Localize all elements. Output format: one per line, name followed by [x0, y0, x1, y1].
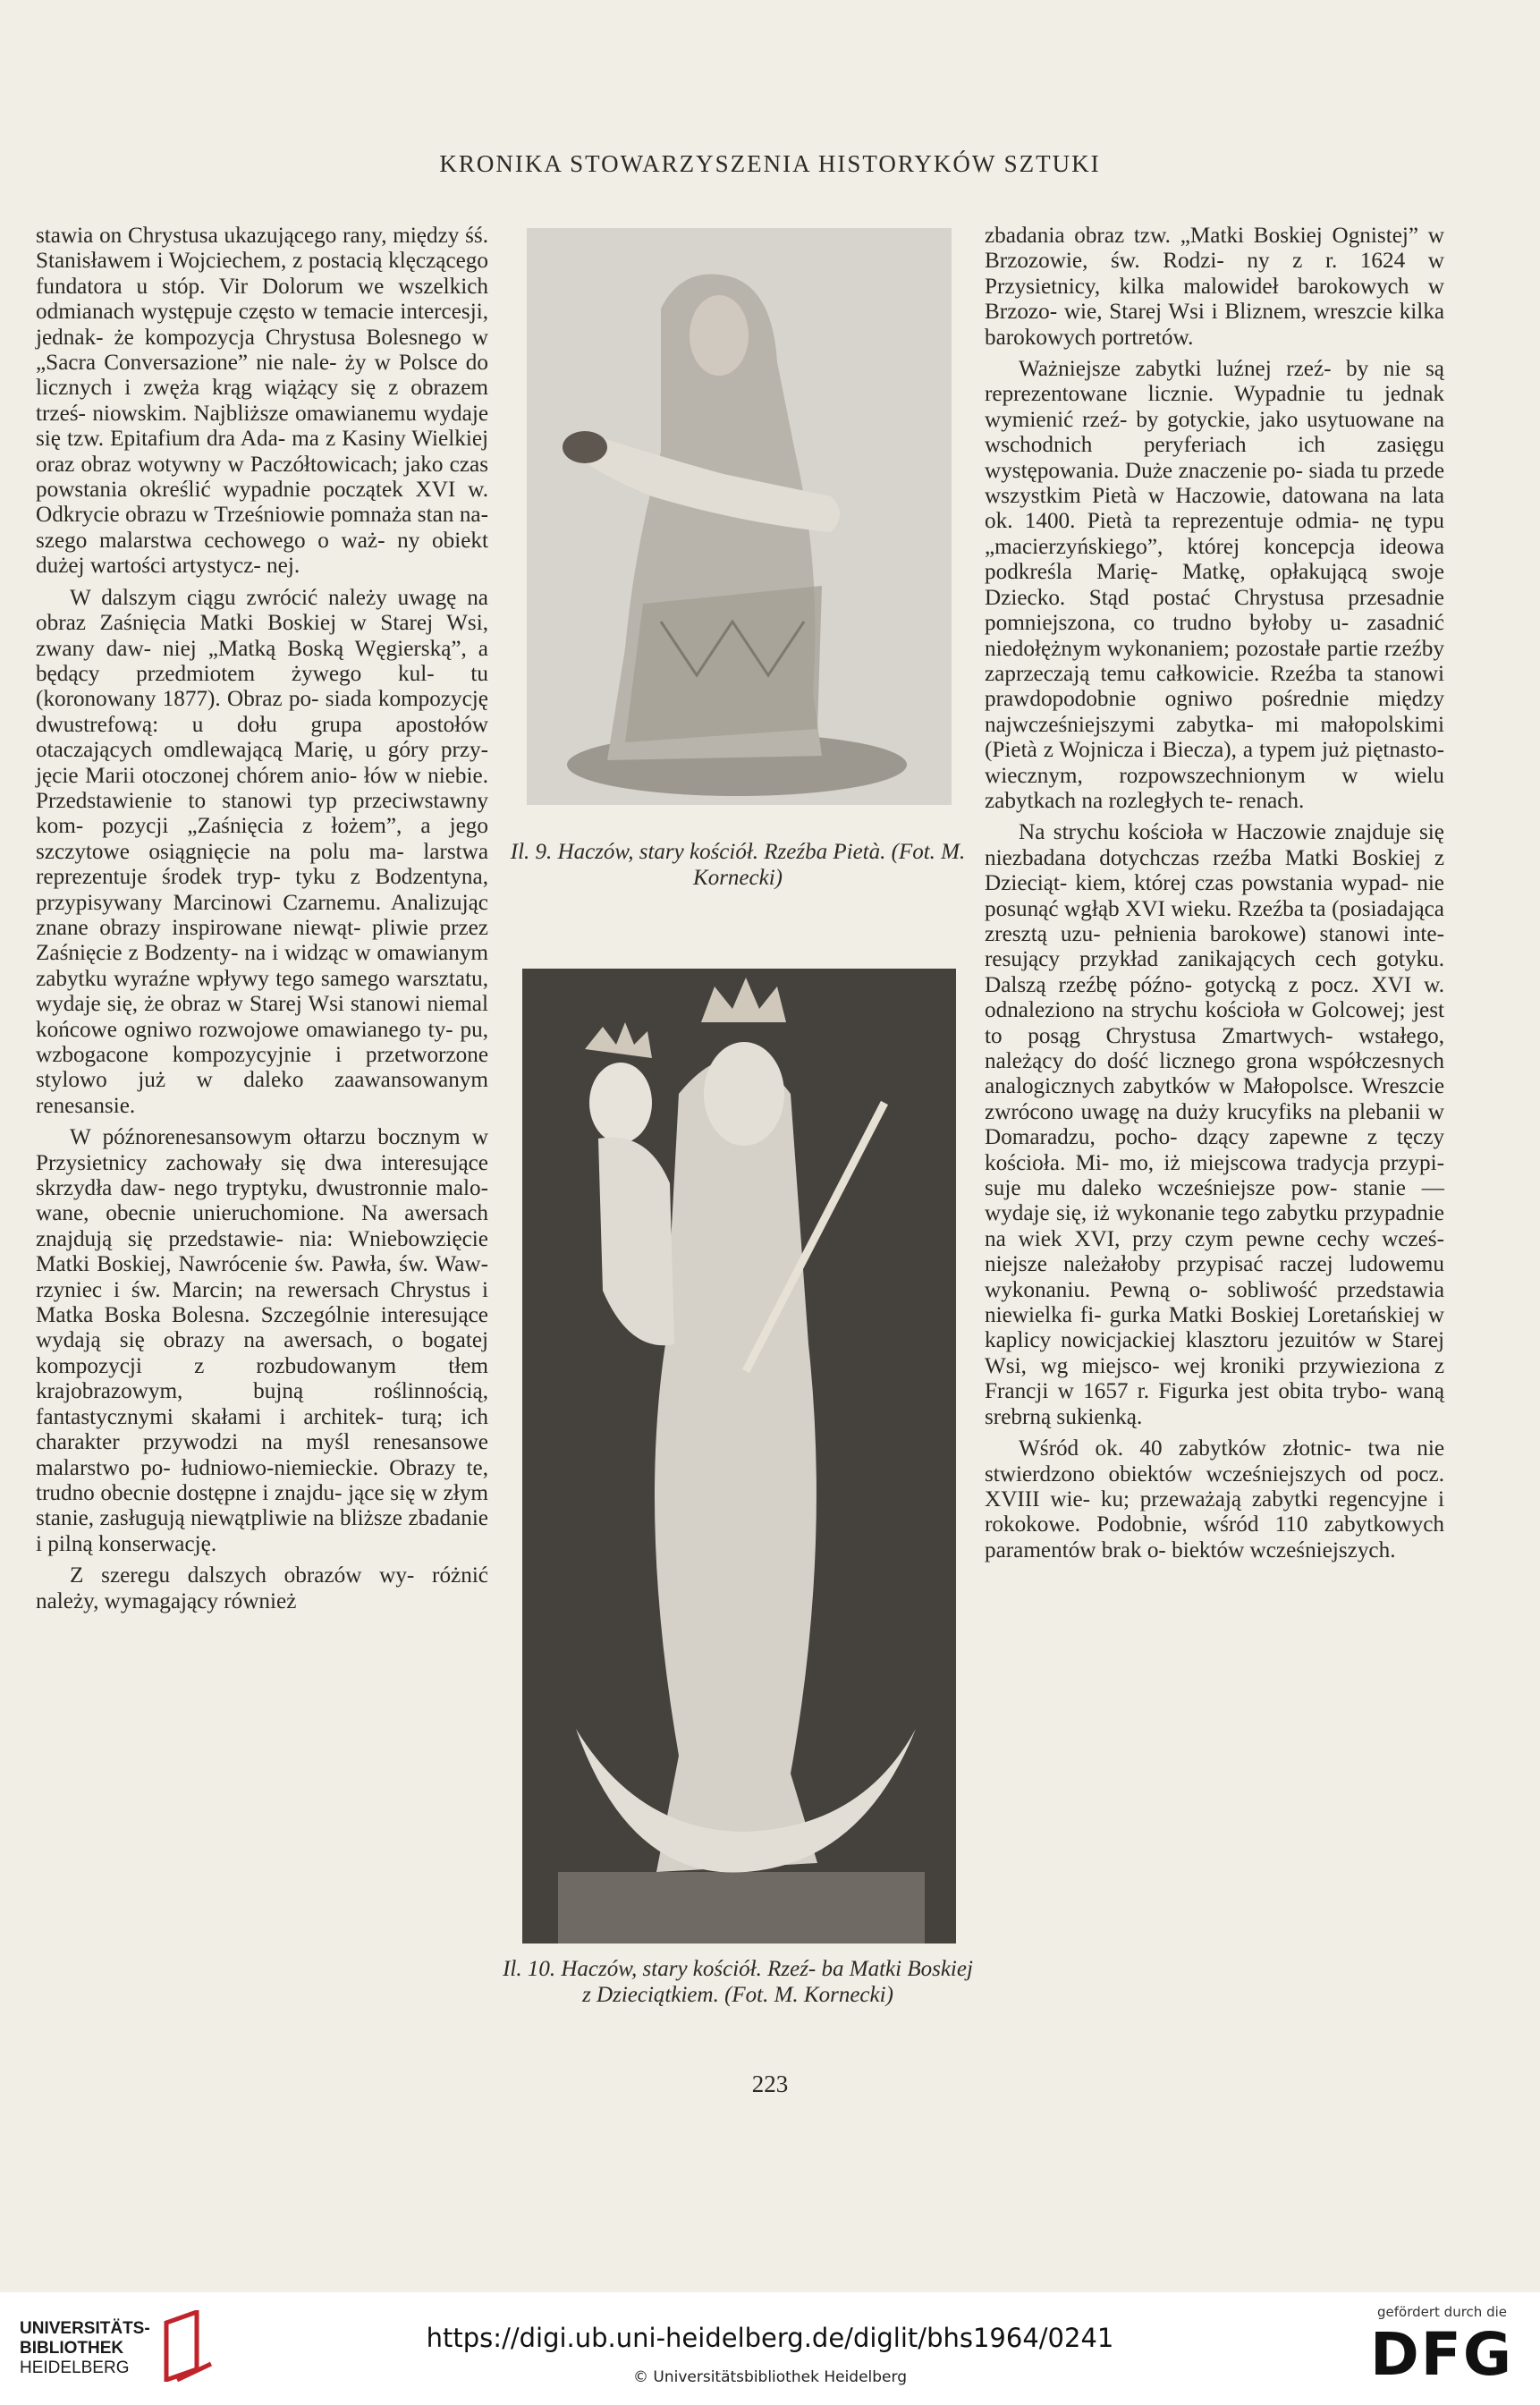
figure-9-caption: Il. 9. Haczów, stary kościół. Rzeźba Pietà. (Fot. M. Kornecki) — [510, 840, 966, 890]
paragraph: zbadania obraz tzw. „Matki Boskiej Ognistej” w Brzozowie, św. Rodzi- ny z r. 1624 w Przysietnicy, kilka malowideł barokowych w Brzozo- wie, Starej Wsi i Bliznem, wreszcie kilka barokowych portretów. — [985, 224, 1444, 350]
paragraph: stawia on Chrystusa ukazującego rany, między śś. Stanisławem i Wojciechem, z postacią klęczącego fundatora u stóp. Vir Dolorum we wszelkich odmianach występuje często w temacie intercesji, jednak- że kompozycja Chrystusa Bolesnego w „Sacra Conversazione” nie nale- ży w Polsce do licznych i zwęża krąg wiążący się z obrazem trześ- niowskim. Najbliższe omawianemu wydaje się tzw. Epitafium dra Ada- ma z Kasiny Wielkiej oraz obraz wotywny w Paczółtowicach; jako czas powstania określić wypadnie początek XVI w. Odkrycie obrazu w Trześniowie pomnaża stan na- szego malarstwa cechowego o waż- ny obiekt dużej wartości artystycz- nej. — [36, 224, 488, 579]
pieta-figure-illustration — [527, 228, 952, 805]
paragraph: Ważniejsze zabytki luźnej rzeź- by nie są reprezentowane licznie. Wypadnie tu jednak wymienić rzeź- by gotyckie, jako usytuowane na wschodnich peryferiach ich zasięgu występowania. Duże znaczenie po- siada tu przede wszystkim Pietà w Haczowie, datowana na lata ok. 1400. Pietà ta reprezentuje odmia- nę typu „macierzyńskiego”, której koncepcja ideowa podkreśla Marię- Matkę, opłakującą swoje Dziecko. Stąd postać Chrystusa przesadnie pomniejszona, co trudno byłoby u- zasadnić niedołężnym wykonaniem; pozostałe partie rzeźby zaprzeczają temu całkowicie. Rzeźba ta stanowi prawdopodobnie ogniwo pośrednie między najwcześniejszymi zabytka- mi małopolskimi (Pietà z Wojnicza i Biecza), a typem już piętnasto- wiecznym, rozpowszechnionym w wielu zabytkach na rozległych te- renach. — [985, 357, 1444, 813]
dfg-logo[interactable]: DFG — [1370, 2320, 1514, 2389]
dfg-funding-label: gefördert durch die — [1377, 2304, 1507, 2320]
logo-line: BIBLIOTHEK — [20, 2339, 124, 2358]
paragraph: Wśród ok. 40 zabytków złotnic- twa nie stwierdzono obiektów wcześniejszych od pocz. XVIII wie- ku; przeważają zabytki regencyjne i rokokowe. Podobnie, wśród 110 zabytkowych paramentów brak o- biektów wcześniejszych. — [985, 1436, 1444, 1562]
paragraph: W dalszym ciągu zwrócić należy uwagę na obraz Zaśnięcia Matki Boskiej w Starej Wsi, zwany daw- niej „Matką Boską Węgierską”, a będący przedmiotem żywego kul- tu (koronowany 1877). Obraz po- siada kompozycję dwustrefową: u dołu grupa apostołów otaczających omdlewającą Marię, u góry przy- jęcie Marii otoczonej chórem anio- łów w niebie. Przedstawienie to stanowi typ przeciwstawny kom- pozycji „Zaśnięcia z łożem”, a jego szczytowe osiągnięcie na polu ma- larstwa reprezentuje środek tryp- tyku z Bodzentyna, przypisywany Marcinowi Czarnemu. Analizując znane obrazy inspirowane niewąt- pliwie przez Zaśnięcie z Bodzenty- na i widząc w omawianym zabytku wyraźne wpływy tego samego warsztatu, wydaje się, że obraz w Starej Wsi stanowi niemal końcowe ogniwo rozwojowe omawianego ty- pu, wzbogacone kompozycyjnie i przetworzone stylowo już w daleko zaawansowanym renesansie. — [36, 585, 488, 1118]
logo-line: HEIDELBERG — [20, 2358, 130, 2377]
figure-10-caption: Il. 10. Haczów, stary kościół. Rzeź- ba Matki Boskiej z Dzieciątkiem. (Fot. M. Kornecki) — [503, 1957, 973, 2007]
page-number: 223 — [751, 2071, 789, 2097]
logo-line: UNIVERSITÄTS- — [20, 2319, 150, 2338]
left-text-column — [36, 224, 488, 1614]
document-url-link[interactable]: https://digi.ub.uni-heidelberg.de/diglit/bhs1964/0241 — [426, 2323, 1114, 2353]
madonna-figure-illustration — [522, 969, 956, 1943]
right-text-column — [985, 224, 1444, 1563]
pieta-sculpture-photo — [527, 228, 952, 805]
madonna-with-child-sculpture-photo — [522, 969, 956, 1943]
running-header: KRONIKA STOWARZYSZENIA HISTORYKÓW SZTUKI — [439, 150, 1101, 177]
paragraph: Na strychu kościoła w Haczowie znajduje się niezbadana dotychczas rzeźba Matki Boskiej z Dzieciąt- kiem, której czas powstania wypad- nie posunąć wgłąb XVI wieku. Rzeźba ta (posiadająca zresztą uzu- pełnienia barokowe) stanowi inte- resujący przykład zanikających cech gotyku. Dalszą rzeźbę późno- gotycką z pocz. XVI w. odnaleziono na strychu kościoła w Golcowej; jest to posąg Chrystusa Zmartwych- wstałego, należący do dość licznego grona współczesnych analogicznych zabytków w Małopolsce. Wreszcie zwrócono uwagę na duży krucyfiks na plebanii w Domaradzu, pocho- dzący zapewne z tęczy kościoła. Mi- mo, iż miejscowa tradycja przypi- suje mu daleko wcześniejsze pow- stanie — wydaje się, iż wykonanie tego zabytku przypadnie na wiek XVI, przy czym pewne cechy wcześ- niejsze należałoby przypisać raczej ludowemu wykonaniu. Pewną o- sobliwość przedstawia niewielka fi- gurka Matki Boskiej Loretańskiej w kaplicy nowicjackiej klasztoru jezuitów w Starej Wsi, wg miejsco- wej kroniki przywieziona z Francji w 1657 r. Figurka jest obita trybo- waną srebrną sukienką. — [985, 820, 1444, 1429]
paragraph: W późnorenesansowym ołtarzu bocznym w Przysietnicy zachowały się dwa interesujące skrzydła daw- nego tryptyku, dwustronnie malo- wane, obecnie unieruchomione. Na awersach znajdują się przedstawie- nia: Wniebowzięcie Matki Boskiej, Nawrócenie św. Pawła, św. Waw- rzyniec i św. Marcin; na rewersach Chrystus i Matka Boska Bolesna. Szczególnie interesujące wydają się obrazy na awersach, o bogatej kompozycji z rozbudowanym tłem krajobrazowym, bujną roślinnością, fantastycznymi skałami i architek- turą; ich charakter przywodzi na myśl renesansowe malarstwo po- łudniowo-niemieckie. Obrazy te, trudno obecnie dostępne i znajdu- jące się w złym stanie, zasługują niewątpliwie na bliższe zbadanie i pilną konserwację. — [36, 1125, 488, 1556]
copyright-notice: © Universitätsbibliothek Heidelberg — [632, 2368, 907, 2386]
paragraph: Z szeregu dalszych obrazów wy- różnić należy, wymagający również — [36, 1563, 488, 1613]
